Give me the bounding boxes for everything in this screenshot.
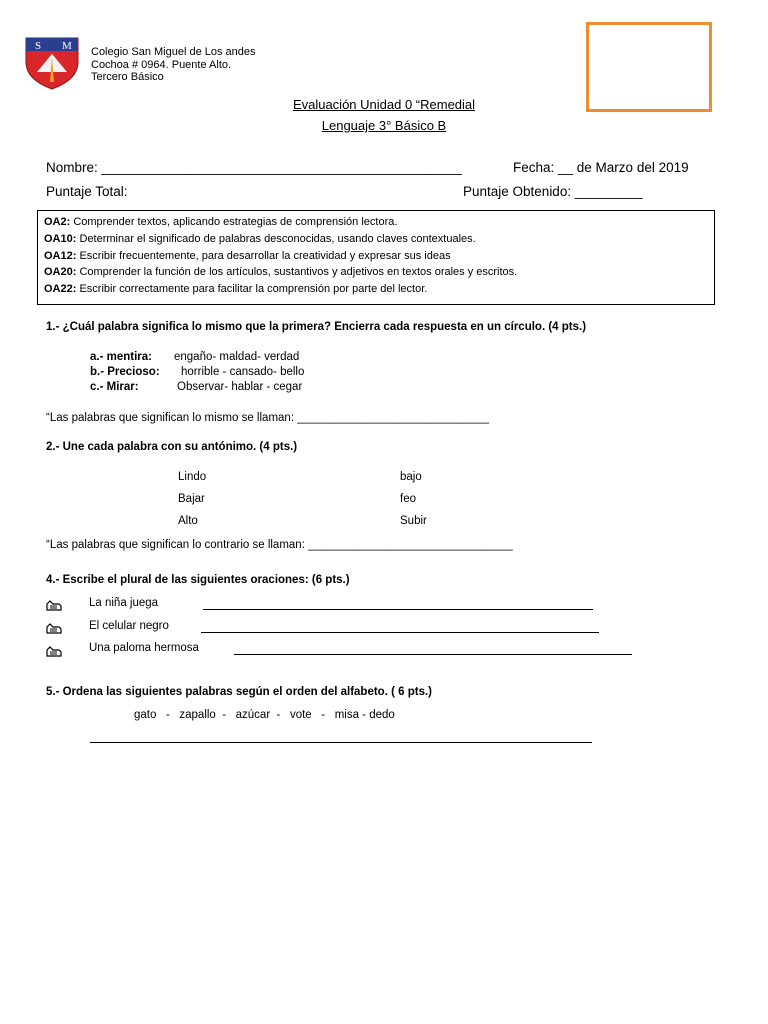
objective-item — [44, 248, 708, 265]
writing-hand-icon — [45, 644, 63, 658]
objective-text: Escribir correctamente para facilitar la comprensión por parte del lector. — [76, 283, 428, 296]
objective-item — [44, 214, 708, 231]
crest-letter-m: M — [62, 40, 72, 52]
page-title: Evaluación Unidad 0 “Remedial — [292, 97, 476, 112]
q1-options[interactable]: engaño- maldad- verdad — [174, 351, 300, 363]
q2-right-word[interactable]: bajo — [400, 471, 422, 483]
crest-letter-s: S — [35, 40, 42, 52]
q2-title: 2.- Une cada palabra con su antónimo. (4 pts.) — [46, 441, 298, 453]
writing-hand-icon — [45, 598, 63, 612]
objective-code: OA2: — [44, 216, 71, 228]
q5-words: gato - zapallo - azúcar - vote - misa - dedo — [134, 709, 395, 721]
objective-item — [44, 231, 708, 248]
objectives-box — [37, 210, 715, 305]
q2-left-word[interactable]: Alto — [178, 515, 198, 527]
q5-title: 5.- Ordena las siguientes palabras según el orden del alfabeto. ( 6 pts.) — [46, 686, 432, 698]
writing-hand-icon — [45, 621, 63, 635]
objective-text: Escribir frecuentemente, para desarrollar la creatividad y expresar sus ideas — [76, 249, 451, 262]
q2-left-word[interactable]: Bajar — [178, 493, 205, 505]
objective-text: Comprender la función de los artículos, sustantivos y adjetivos en textos orales y escritos. — [76, 266, 518, 279]
q1-item[interactable] — [90, 381, 139, 393]
objective-code: OA12: — [44, 249, 77, 262]
q1-item-label: c.- Mirar: — [90, 381, 139, 393]
objective-text: Determinar el significado de palabras desconocidas, usando claves contextuales. — [76, 232, 476, 245]
q1-title: 1.- ¿Cuál palabra significa lo mismo que la primera? Encierra cada respuesta en un círculo. (4 pts.) — [46, 321, 587, 333]
q2-left-word[interactable]: Lindo — [178, 471, 207, 483]
q4-item: Una paloma hermosa — [89, 642, 199, 654]
q1-item-label: b.- Precioso: — [90, 366, 160, 378]
puntaje-total-label: Puntaje Total: — [46, 184, 128, 199]
objective-code: OA22: — [44, 283, 77, 296]
q1-item[interactable] — [90, 351, 152, 363]
q1-item-label: a.- mentira: — [90, 351, 152, 363]
q4-item: La niña juega — [89, 597, 159, 609]
q4-answer-line[interactable] — [234, 654, 632, 655]
school-grade: Tercero Básico — [91, 71, 164, 83]
q1-options[interactable]: horrible - cansado- bello — [181, 366, 305, 378]
q2-sentence[interactable]: “Las palabras que significan lo contrario se llaman: ________________________________ — [46, 539, 513, 551]
school-name: Colegio San Miguel de Los andes — [91, 46, 256, 58]
objective-item — [44, 264, 708, 281]
fecha-field[interactable]: Fecha: __ de Marzo del 2019 — [513, 160, 689, 175]
objective-code: OA10: — [44, 232, 77, 245]
q4-answer-line[interactable] — [201, 632, 599, 633]
q4-answer-line[interactable] — [203, 609, 593, 610]
q4-title: 4.- Escribe el plural de las siguientes oraciones: (6 pts.) — [46, 574, 350, 586]
q5-answer-line[interactable] — [90, 742, 592, 743]
school-info — [91, 46, 256, 84]
q1-item[interactable] — [90, 366, 160, 378]
objective-code: OA20: — [44, 266, 77, 279]
nombre-field[interactable]: Nombre: ________________________________________________ — [46, 160, 462, 175]
school-address: Cochoa # 0964. Puente Alto. — [91, 58, 232, 71]
q2-right-word[interactable]: Subir — [400, 515, 427, 527]
q2-right-word[interactable]: feo — [400, 493, 416, 505]
q1-options[interactable]: Observar- hablar - cegar — [177, 381, 303, 393]
q1-sentence[interactable]: “Las palabras que significan lo mismo se llaman: ______________________________ — [46, 412, 490, 424]
objective-text: Comprender textos, aplicando estrategias de comprensión lectora. — [70, 216, 398, 228]
objective-item — [44, 281, 708, 298]
q4-item: El celular negro — [89, 620, 169, 632]
puntaje-obtenido-field[interactable]: Puntaje Obtenido: _________ — [463, 184, 643, 199]
school-crest — [22, 34, 82, 90]
page-subtitle: Lenguaje 3° Básico B — [321, 118, 447, 133]
